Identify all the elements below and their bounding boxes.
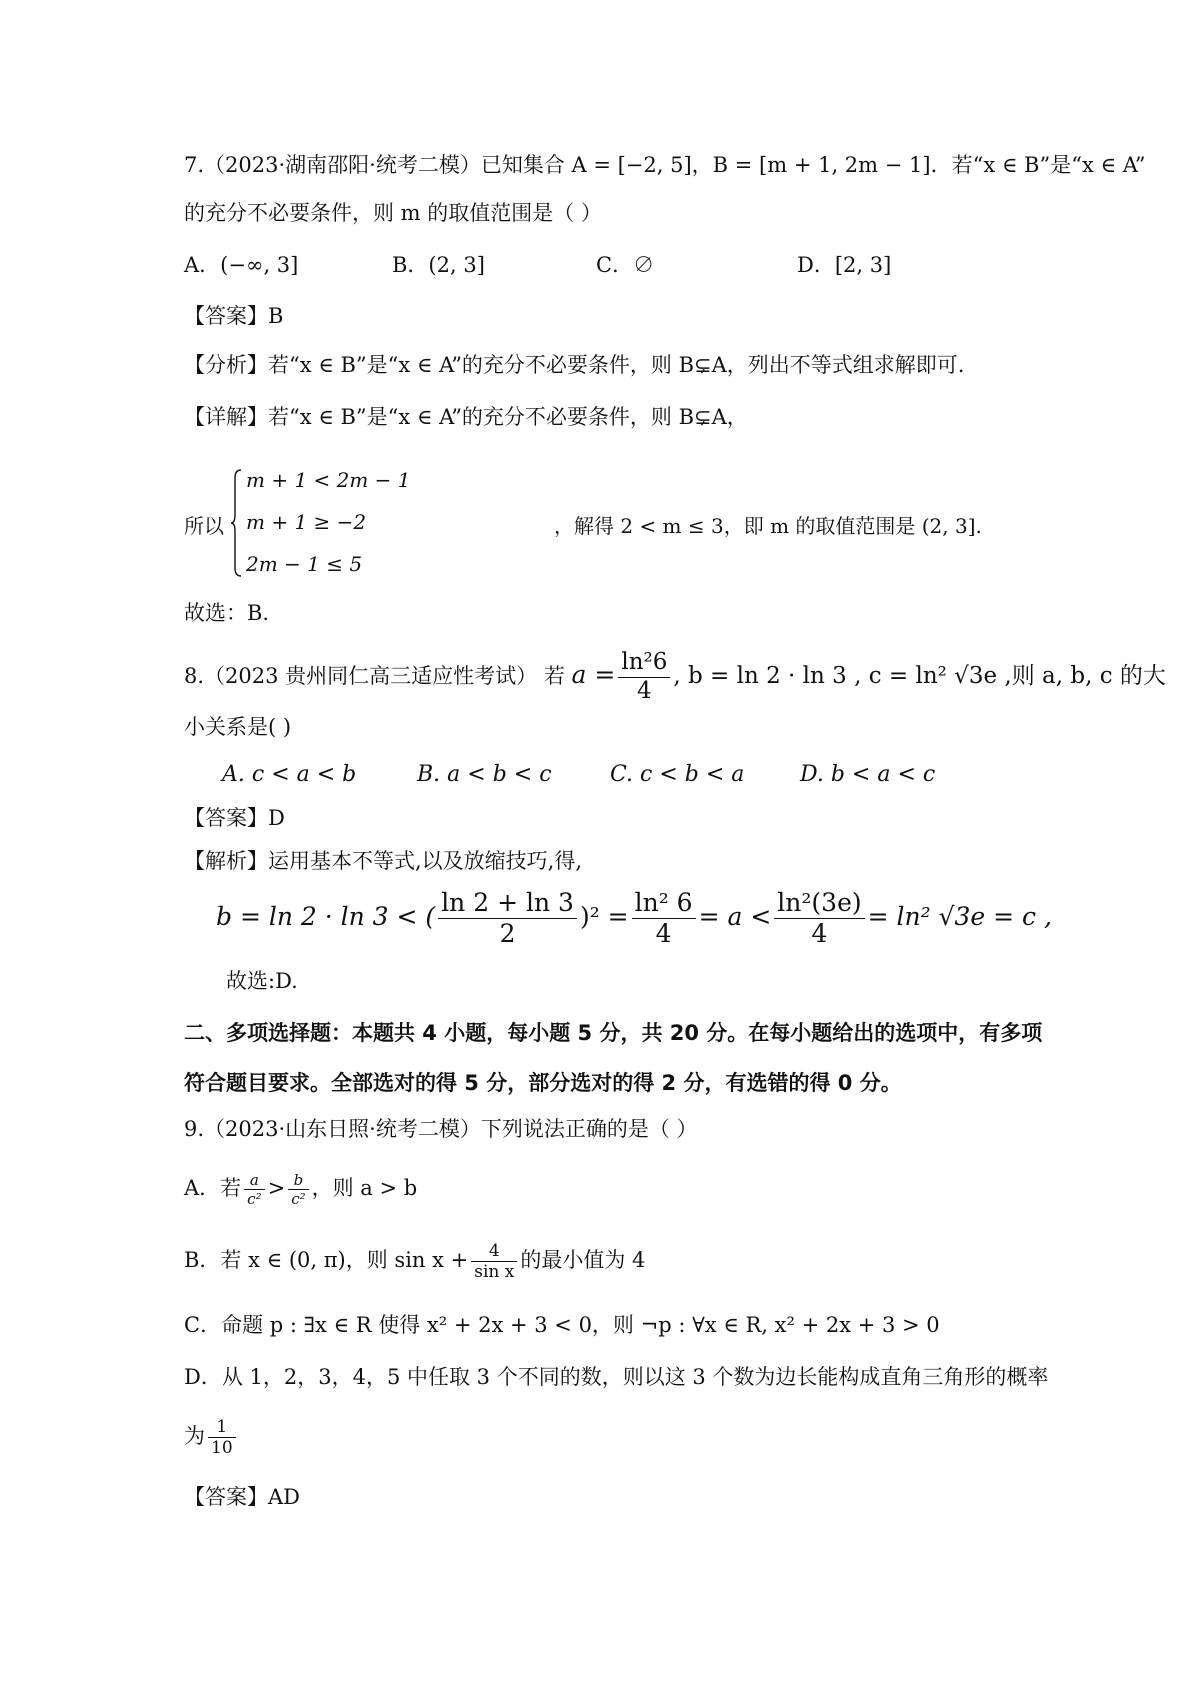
q8-chain-mid-1: )² =	[579, 902, 629, 931]
q8-chain-f3-numerator: ln²(3e)	[774, 888, 864, 919]
q9-option-a-prefix: A．若	[184, 1176, 242, 1200]
q9-a-f1-numerator: a	[244, 1171, 264, 1190]
q8-answer: 【答案】D	[184, 806, 285, 830]
q9-option-d-prefix: 为	[184, 1424, 205, 1448]
q8-stem-line1	[184, 640, 1166, 711]
q8-option-b: B. a < b < c	[417, 762, 552, 787]
section2-heading-line2: 符合题目要求。全部选对的得 5 分，部分选对的得 2 分，有选错的得 0 分。	[184, 1071, 902, 1095]
q8-choose: 故选:D.	[226, 969, 298, 993]
left-brace-icon	[230, 468, 242, 578]
q8-chain-fraction-1	[438, 888, 577, 949]
q9-a-f1-denominator: c²	[247, 1190, 262, 1208]
q7-detail: 【详解】若“x ∈ B”是“x ∈ A”的充分不必要条件，则 B⊊A，	[184, 405, 748, 429]
q7-analysis: 【分析】若“x ∈ B”是“x ∈ A”的充分不必要条件，则 B⊊A，列出不等式组求解即可.	[184, 353, 965, 377]
q8-source: 8.（2023 贵州同仁高三适应性考试） 若	[184, 664, 565, 688]
q8-a-fraction	[618, 649, 670, 705]
q9-option-d-line2	[184, 1408, 239, 1464]
q9-answer: 【答案】AD	[184, 1485, 301, 1509]
q8-option-c: C. c < b < a	[610, 762, 745, 787]
q8-chain-f1-numerator: ln 2 + ln 3	[438, 888, 577, 919]
q8-inequality-chain	[216, 888, 1052, 949]
q7-stem-line1: 7.（2023·湖南邵阳·统考二模）已知集合 A = [−2, 5]，B = [m + 1, 2m − 1]．若“x ∈ B”是“x ∈ A”	[184, 153, 1146, 177]
q8-chain-f1-denominator: 2	[499, 919, 516, 948]
q9-a-f2-denominator: c²	[291, 1190, 306, 1208]
q8-chain-f2-denominator: 4	[655, 919, 672, 948]
q8-chain-start: b = ln 2 · ln 3 < (	[216, 902, 436, 931]
q8-chain-f2-numerator: ln² 6	[632, 888, 696, 919]
q8-chain-mid-2: = a <	[698, 902, 772, 931]
q7-system-result: ，解得 2 < m ≤ 3，即 m 的取值范围是 (2, 3].	[554, 514, 982, 538]
q9-option-b-suffix: 的最小值为 4	[520, 1248, 646, 1272]
q7-system-row-2: m + 1 ≥ −2	[246, 510, 367, 534]
q7-option-a: A．(−∞, 3]	[184, 253, 299, 277]
q7-inequality-system	[184, 466, 982, 582]
q8-option-a: A. c < a < b	[222, 762, 357, 787]
q9-b-denominator: sin x	[474, 1262, 515, 1282]
q9-option-b-prefix: B．若 x ∈ (0, π)，则 sin x +	[184, 1248, 469, 1272]
q8-a-lhs: a =	[571, 660, 616, 689]
q9-option-c: C．命题 p : ∃x ∈ R 使得 x² + 2x + 3 < 0，则 ¬p : ∀x ∈ R, x² + 2x + 3 > 0	[184, 1313, 940, 1337]
q9-b-fraction	[471, 1241, 517, 1283]
q7-option-c: C．∅	[596, 253, 655, 277]
q8-chain-fraction-3	[774, 888, 864, 949]
q7-option-b: B．(2, 3]	[392, 253, 485, 277]
q9-a-f2-numerator: b	[288, 1171, 308, 1190]
q7-system-row-3: 2m − 1 ≤ 5	[246, 552, 363, 576]
q8-analysis: 【解析】运用基本不等式,以及放缩技巧,得,	[184, 849, 583, 873]
q7-system-label: 所以	[184, 514, 224, 538]
q7-choose: 故选：B.	[184, 601, 270, 625]
q8-option-d: D. b < a < c	[800, 762, 936, 787]
q9-a-fraction-1	[244, 1171, 264, 1208]
section2-heading-line1: 二、多项选择题：本题共 4 小题，每小题 5 分，共 20 分。在每小题给出的选项中，有多项	[184, 1021, 1043, 1045]
q9-option-a	[184, 1160, 417, 1216]
q7-system-row-1: m + 1 < 2m − 1	[246, 468, 411, 492]
q7-option-d: D．[2, 3]	[797, 253, 892, 277]
q9-d-numerator: 1	[208, 1417, 236, 1438]
q9-option-b	[184, 1232, 645, 1288]
q8-chain-end: = ln² √3e = c ,	[867, 902, 1052, 931]
q8-rest: , b = ln 2 · ln 3 , c = ln² √3e ,则 a, b, c 的大	[673, 663, 1166, 689]
q8-a-numerator: ln²6	[618, 649, 670, 678]
q9-b-numerator: 4	[471, 1241, 517, 1262]
q8-chain-f3-denominator: 4	[811, 919, 828, 948]
q9-option-d-line1: D．从 1，2，3，4，5 中任取 3 个不同的数，则以这 3 个数为边长能构成直角三角形的概率	[184, 1365, 1049, 1389]
q9-option-a-suffix: ，则 a > b	[311, 1176, 418, 1200]
q9-a-gt: >	[267, 1176, 286, 1200]
q9-stem: 9.（2023·山东日照·统考二模）下列说法正确的是（ ）	[184, 1117, 698, 1141]
q7-stem-line2: 的充分不必要条件，则 m 的取值范围是（ ）	[184, 201, 602, 225]
q7-answer: 【答案】B	[184, 304, 284, 328]
q9-d-denominator: 10	[211, 1438, 233, 1458]
q9-d-fraction	[208, 1417, 236, 1459]
q8-chain-fraction-2	[632, 888, 696, 949]
q9-a-fraction-2	[288, 1171, 308, 1208]
q8-a-denominator: 4	[637, 678, 652, 704]
q8-stem-line2: 小关系是( )	[184, 715, 292, 739]
